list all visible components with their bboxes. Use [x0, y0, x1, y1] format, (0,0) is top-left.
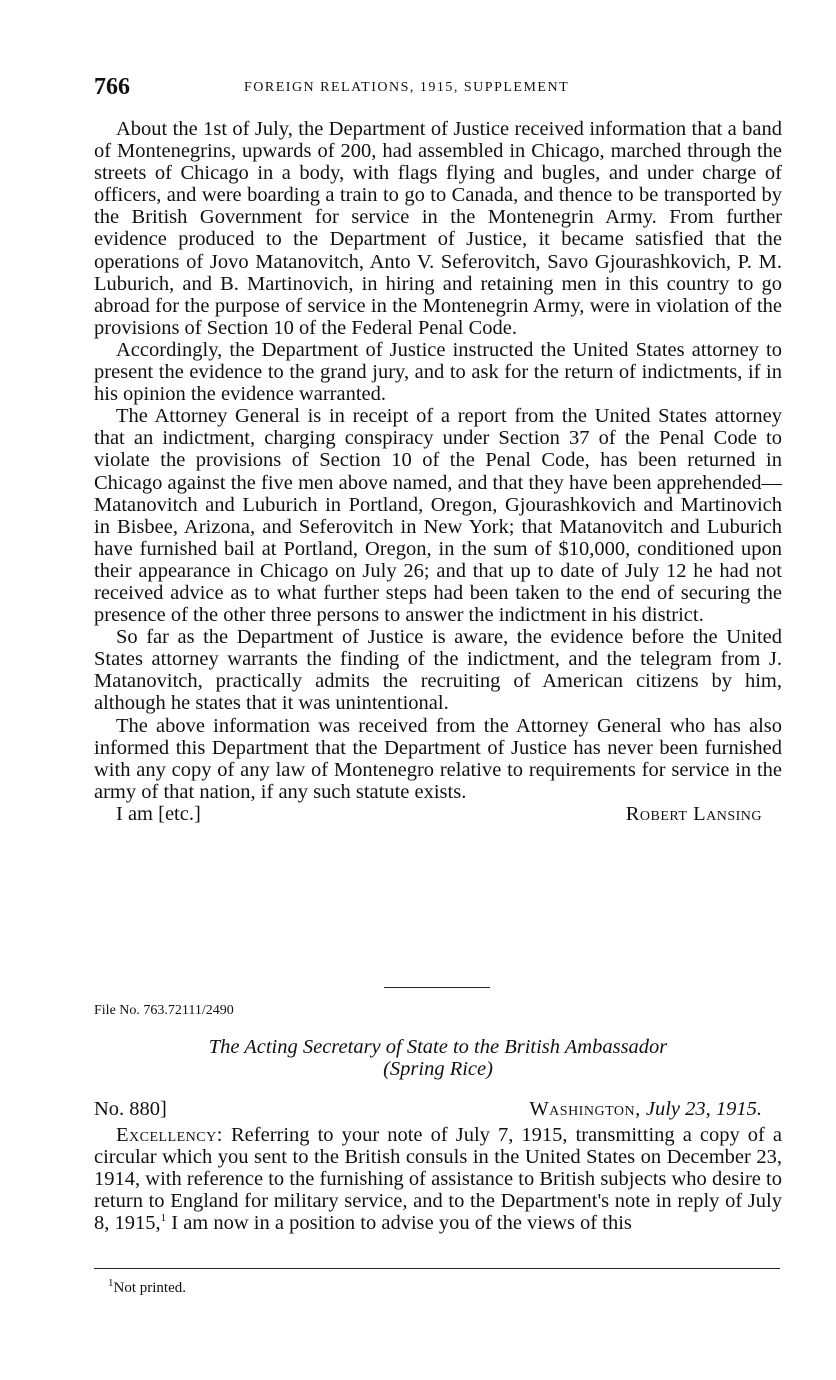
letter-paragraph [94, 1124, 782, 1234]
heading-line-1: The Acting Secretary of State to the British Ambassador [208, 1036, 668, 1058]
complimentary-close: I am [etc.] [116, 802, 201, 825]
footnote-text: Not printed. [113, 1280, 186, 1296]
closing-line [94, 803, 782, 829]
heading-line-2: (Spring Rice) [383, 1058, 493, 1080]
paragraph: The Attorney General is in receipt of a report from the United States attorney that an indictment, charging conspiracy under Section 37 of the Penal Code to violate the provisions of Section 10 of the Penal Code, has been returned in Chicago against the five men above named, and that they have been apprehended—Matanovitch and Luburich in Portland, Oregon, Gjourashkovich and Martinovich in Bisbee, Arizona, and Seferovitch in New York; that Matanovitch and Luburich have furnished bail at Portland, Oregon, in the sum of $10,000, conditioned upon their appearance in Chicago on July 26; and that up to date of July 12 he had not received advice as to what further steps had been taken to the end of securing the presence of the other three persons to answer the indictment in his district. [94, 405, 782, 627]
footnote [108, 1277, 186, 1297]
salutation: Excellency: [116, 1124, 223, 1146]
main-text [94, 118, 782, 829]
letter-text-part2: I am now in a position to advise you of the views of this [171, 1212, 632, 1235]
paragraph: So far as the Department of Justice is aware, the evidence before the United States attorney warrants the finding of the indictment, and the telegram from J. Matanovitch, practically admits the recruiting of American citizens by him, although he states that it was unintentional. [94, 626, 782, 715]
letter-text-part1: Referring to your note of July 7, 1915, transmitting a copy of a circular which you sent to the British consuls in the United States on December 23, 1914, with reference to the furnishing of assistance to British subjects who desire to return to England for military service, and to the Department's note in reply of July 8, 1915, [94, 1124, 782, 1235]
page-header [94, 74, 784, 104]
running-head: FOREIGN RELATIONS, 1915, SUPPLEMENT [244, 80, 570, 95]
paragraph: About the 1st of July, the Department of Justice received information that a band of Montenegrins, upwards of 200, had assembled in Chicago, marched through the streets of Chicago in a body, with flags flying and bugles, and under charge of officers, and were boarding a train to go to Canada, and thence to be transported by the British Government for service in the Montenegrin Army. From further evidence produced to the Department of Justice, it became satisfied that the operations of Jovo Matanovitch, Anto V. Seferovitch, Savo Gjourashkovich, P. M. Luburich, and B. Martinovich, in hiring and retaining men in this country to go abroad for the purpose of service in the Montenegrin Army, were in violation of the provisions of Section 10 of the Federal Penal Code. [94, 118, 782, 339]
footnote-divider [94, 1268, 780, 1269]
footnote-marker: 1 [108, 1277, 114, 1289]
signature: Robert Lansing [625, 802, 762, 825]
letter-text [94, 1124, 782, 1234]
section-divider [384, 987, 490, 988]
document-number: No. 880] [94, 1098, 167, 1120]
dateline [94, 1098, 762, 1122]
paragraph: Accordingly, the Department of Justice instructed the United States attorney to present the evidence to the grand jury, and to ask for the return of indictments, if in his opinion the evidence warranted. [94, 338, 782, 406]
document-heading [94, 1036, 782, 1080]
footnote-reference: 1 [160, 1212, 167, 1225]
page-number: 766 [94, 74, 130, 100]
paragraph: The above information was received from the Attorney General who has also informed this Department that the Department of Justice has never been furnished with any copy of any law of Montenegro relative to requirements for service in the army of that nation, if any such statute exists. [94, 714, 782, 803]
place-date [529, 1098, 762, 1121]
dateline-date: July 23, 1915. [645, 1098, 762, 1120]
file-number: File No. 763.72111/2490 [94, 1003, 234, 1018]
dateline-city: Washington, [529, 1098, 641, 1120]
